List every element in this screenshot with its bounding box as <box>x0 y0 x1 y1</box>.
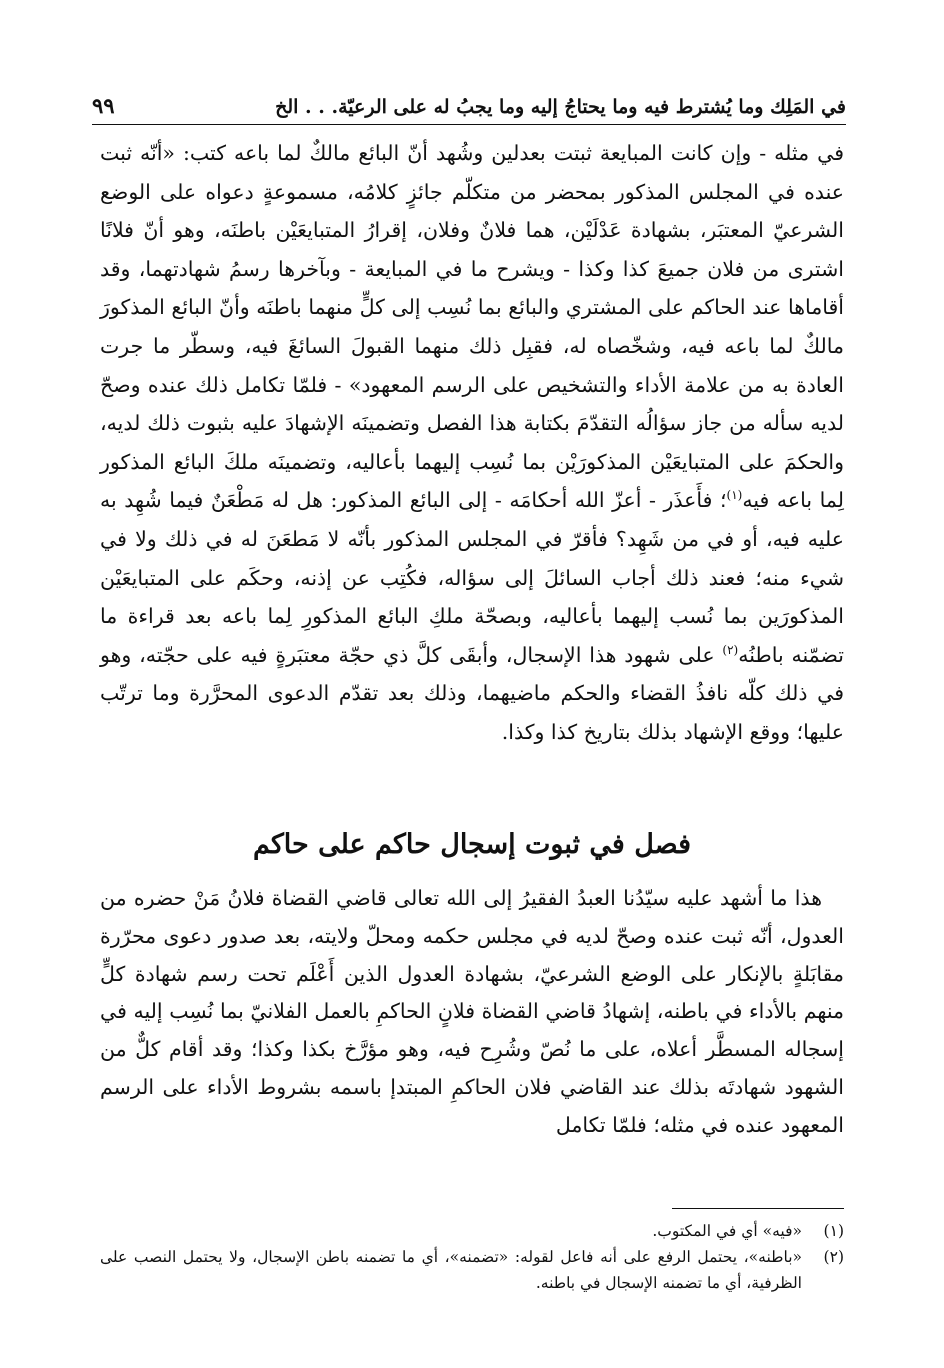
paragraph-1-part-b: ؛ فأَعذَر - أعزّ الله أحكامَه - إلى البائع المذكور: هل له مَطْعَنٌ فيما شُهِد به عليه فيه، أو في من شَهِد؟ فأقرّ في المجلس المذكور بأنّه لا مَطعَنَ له في ذلك ولا في شيء منه؛ فعند ذلك أجاب السائلَ إلى سؤاله، فكُتِب عن إذنه، وحكَم على المتبايعَيْن المذكورَين بما نُسب إليهما بأعاليه، وبصحّة ملكِ البائع المذكورِ لِما باعه بعد قراءة ما تضمّنه باطنُه <box>100 488 844 667</box>
footnote-2 <box>100 1244 844 1296</box>
section-heading: فصل في ثبوت إسجال حاكم على حاكم <box>252 829 692 860</box>
running-title: في المَلِك وما يُشترط فيه وما يحتاجُ إليه وما يجبُ له على الرعيّة. . . الخ <box>275 96 846 118</box>
paragraph-1-part-a: في مثله - وإن كانت المبايعة ثبتت بعدلين وشُهد أنّ البائع مالكٌ لما باعه كتب: «أنّه ثبت عنده في المجلس المذكور بمحضر من متكلّم جائزٍ كلامُه، مسموعةٍ دعواه على الوضع الشرعيّ المعتبَر، بشهادة عَدْلَيْن، هما فلانٌ وفلان، إقرارُ المتبايعَيْن باطنَه، وهو أنّ فلانًا اشترى من فلان جميعَ كذا وكذا - ويشرح ما في المبايعة - وبآخرها رسمُ شهادتهما، وقد أقاماها عند الحاكم على المشتري والبائع بما نُسِب إلى كلٍّ منهما باطنَه وأنّ البائع المذكورَ مالكٌ لما باعه فيه، وشخّصاه له، فقبِل ذلك منهما القبولَ السائغَ فيه، وسطّر ما جرت العادة به من علامة الأداء والتشخيص على الرسم المعهود» - فلمّا تكامل ذلك عنده وصحّ لديه سأله من جاز سؤالُه التقدّمَ بكتابة هذا الفصل وتضمينَه الإشهادَ عليه بثبوت ذلك لديه، والحكمَ على المتبايعَيْن المذكورَيْن بما نُسِب إليهما بأعاليه، وتضمينَه ملكَ البائع المذكور لِما باعه فيه <box>100 141 844 513</box>
paragraph-2 <box>100 880 844 1145</box>
footnote-number: (٢) <box>823 1248 844 1266</box>
main-text-block <box>100 134 844 752</box>
footnote-1 <box>100 1218 844 1244</box>
paragraph-1 <box>100 134 844 752</box>
paragraph-1-part-c: على شهود هذا الإسجال، وأبقَى كلَّ ذي حجّة معتبَرةٍ فيه على حجّته، وهو في ذلك كلّه نافذُ القضاء والحكم ماضيهما، وذلك بعد تقدّم الدعوى المحرَّرة وما ترتّب عليها؛ ووقع الإشهاد بذلك بتاريخ كذا وكذا. <box>100 642 844 744</box>
footnote-text: «فيه» أي في المكتوب. <box>652 1222 802 1240</box>
footnotes <box>100 1218 844 1296</box>
footnote-ref-2: (٢) <box>722 642 739 657</box>
footnote-ref-1: (١) <box>726 488 743 503</box>
paragraph-2-text: هذا ما أشهد عليه سيّدُنا العبدُ الفقيرُ إلى الله تعالى قاضي القضاة فلانُ مَنْ حضره من العدول، أنّه ثبت عنده وصحّ لديه في مجلس حكمه ومحلّ ولايته، بعد صدور دعوى محرّرة مقابَلةٍ بالإنكار على الوضع الشرعيّ، بشهادة العدول الذين أَعْلَم تحت رسم شهادة كلٍّ منهم بالأداء في باطنه، إشهادُ قاضي القضاة فلانٍ الحاكمِ بالعمل الفلانيّ بما نُسِب إليه في إسجاله المسطَّر أعلاه، على ما نُصّ وشُرِح فيه، وهو مؤرَّخ بكذا وكذا؛ وقد أقام كلٌّ من الشهود شهادتَه بذلك عند القاضي فلان الحاكمِ المبتدإ باسمه بشروط الأداء على الرسم المعهود عنده في مثله؛ فلمّا تكامل <box>100 886 844 1137</box>
footnote-text: «باطنه»، يحتمل الرفع على أنه فاعل لقوله: «تضمنه»، أي ما تضمنه باطن الإسجال، ولا يحتمل النصب على الظرفية، أي ما تضمنه الإسجال في باطنه. <box>100 1248 802 1292</box>
footnote-divider <box>672 1208 844 1209</box>
page-header <box>92 78 846 125</box>
section-text-block <box>100 880 844 1145</box>
page-number: ٩٩ <box>92 93 115 118</box>
footnote-number: (١) <box>823 1222 844 1240</box>
